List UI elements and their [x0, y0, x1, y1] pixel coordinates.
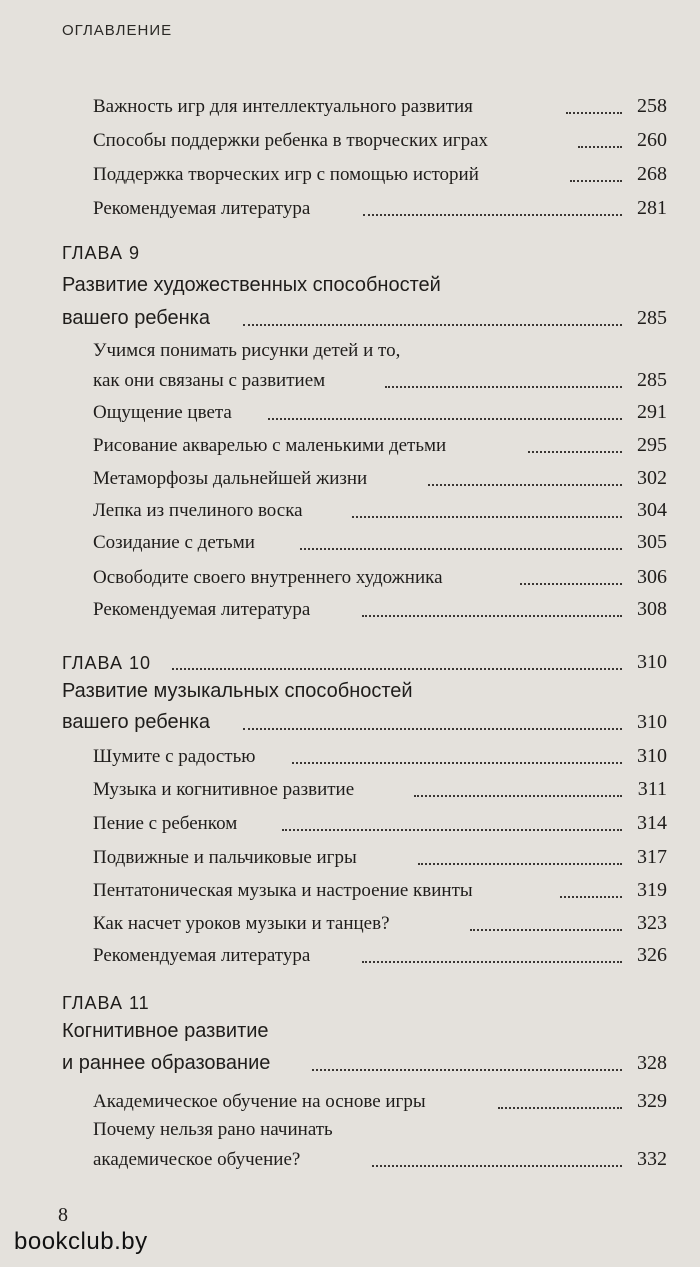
toc-entry-page: 311 — [637, 778, 667, 800]
chapter-title-line: вашего ребенка — [62, 711, 210, 733]
toc-entry-title: Способы поддержки ребенка в творческих играх — [93, 130, 489, 151]
toc-entry-page: 260 — [637, 129, 667, 151]
toc-entry-page: 319 — [637, 879, 667, 901]
dot-leader — [352, 516, 622, 518]
dot-leader — [528, 451, 622, 453]
toc-entry — [0, 1141, 700, 1175]
toc-entry — [0, 805, 700, 839]
toc-entry — [0, 591, 700, 625]
chapter-title-row — [0, 1045, 700, 1079]
toc-entry-page: 317 — [637, 846, 667, 868]
toc-entry — [0, 872, 700, 906]
toc-entry-page: 258 — [637, 95, 667, 117]
toc-entry — [0, 427, 700, 461]
dot-leader — [418, 863, 622, 865]
toc-entry-page: 302 — [637, 467, 667, 489]
dot-leader — [498, 1107, 622, 1109]
toc-entry-title: Метаморфозы дальнейшей жизни — [93, 468, 368, 489]
chapter-title-line: и раннее образование — [62, 1052, 271, 1074]
chapter-title-line: Развитие художественных способностей — [62, 274, 441, 296]
toc-entry — [0, 492, 700, 526]
toc-entry-page: 305 — [637, 531, 667, 553]
toc-entry-page: 314 — [637, 812, 667, 834]
toc-entry-page: 285 — [637, 369, 667, 391]
toc-entry-title: Освободите своего внутреннего художника — [93, 567, 443, 588]
chapter-title-line: вашего ребенка — [62, 307, 210, 329]
toc-entry-title: Рисование акварелью с маленькими детьми — [93, 435, 447, 456]
toc-entry — [0, 190, 700, 224]
toc-entry-title: Созидание с детьми — [93, 532, 255, 553]
chapter-page: 328 — [637, 1052, 667, 1074]
toc-entry — [0, 905, 700, 939]
chapter-page: 285 — [637, 307, 667, 329]
chapter-page: 310 — [637, 711, 667, 733]
chapter-label: ГЛАВА 11 — [62, 993, 150, 1013]
toc-entry-title-line: академическое обучение? — [93, 1149, 301, 1170]
dot-leader — [428, 484, 622, 486]
toc-entry-title: Рекомендуемая литература — [93, 198, 311, 219]
dot-leader — [243, 324, 622, 326]
dot-leader — [300, 548, 622, 550]
toc-entry — [0, 1083, 700, 1117]
dot-leader — [282, 829, 622, 831]
toc-entry-title-line: Учимся понимать рисунки детей и то, — [93, 340, 401, 361]
toc-entry-page: 310 — [637, 745, 667, 767]
toc-entry — [0, 88, 700, 122]
chapter-label-row — [0, 644, 700, 678]
dot-leader — [385, 386, 622, 388]
chapter-label: ГЛАВА 9 — [62, 243, 140, 263]
toc-entry-page: 295 — [637, 434, 667, 456]
toc-entry-title: Шумите с радостью — [93, 746, 256, 767]
dot-leader — [560, 896, 622, 898]
dot-leader — [372, 1165, 622, 1167]
toc-entry — [0, 122, 700, 156]
toc-entry-title: Поддержка творческих игр с помощью историй — [93, 164, 479, 185]
toc-entry-page: 291 — [637, 401, 667, 423]
watermark: bookclub.by — [14, 1228, 148, 1255]
chapter-title-row — [0, 704, 700, 738]
toc-entry — [0, 738, 700, 772]
dot-leader — [578, 146, 622, 148]
dot-leader — [292, 762, 622, 764]
toc-entry-title: Пение с ребенком — [93, 813, 238, 834]
dot-leader — [362, 961, 622, 963]
chapter-title-row — [0, 300, 700, 334]
toc-entry — [0, 524, 700, 558]
toc-entry-page: 329 — [637, 1090, 667, 1112]
dot-leader — [470, 929, 622, 931]
toc-entry-title: Музыка и когнитивное развитие — [93, 779, 355, 800]
chapter-label: ГЛАВА 10 — [62, 653, 151, 673]
dot-leader — [414, 795, 622, 797]
toc-entry — [0, 156, 700, 190]
dot-leader — [243, 728, 622, 730]
chapter-title-line: Когнитивное развитие — [62, 1020, 269, 1042]
toc-entry-page: 308 — [637, 598, 667, 620]
toc-entry-title: Подвижные и пальчиковые игры — [93, 847, 357, 868]
toc-entry-title: Лепка из пчелиного воска — [93, 500, 303, 521]
dot-leader — [362, 615, 622, 617]
chapter-page: 310 — [637, 651, 667, 673]
toc-entry — [0, 460, 700, 494]
toc-entry-page: 281 — [637, 197, 667, 219]
toc-entry — [0, 771, 700, 805]
toc-entry-page: 326 — [637, 944, 667, 966]
toc-entry-title: Рекомендуемая литература — [93, 599, 311, 620]
toc-entry-page: 268 — [637, 163, 667, 185]
toc-entry-title: Как насчет уроков музыки и танцев? — [93, 913, 390, 934]
running-head: ОГЛАВЛЕНИЕ — [62, 22, 173, 39]
toc-entry-title-line: как они связаны с развитием — [93, 370, 326, 391]
toc-entry-title-line: Почему нельзя рано начинать — [93, 1119, 333, 1140]
dot-leader — [363, 214, 622, 216]
toc-entry-title: Важность игр для интеллектуального развития — [93, 96, 473, 117]
toc-entry — [0, 839, 700, 873]
dot-leader — [172, 668, 622, 670]
toc-entry-page: 304 — [637, 499, 667, 521]
dot-leader — [570, 180, 622, 182]
toc-entry — [0, 362, 700, 396]
toc-entry — [0, 394, 700, 428]
toc-entry — [0, 559, 700, 593]
toc-entry-title: Рекомендуемая литература — [93, 945, 311, 966]
toc-entry-page: 306 — [637, 566, 667, 588]
dot-leader — [520, 583, 622, 585]
chapter-title-line: Развитие музыкальных способностей — [62, 680, 413, 702]
page-number: 8 — [58, 1204, 68, 1226]
dot-leader — [566, 112, 622, 114]
toc-entry — [0, 937, 700, 971]
dot-leader — [312, 1069, 622, 1071]
toc-entry-title: Пентатоническая музыка и настроение квинты — [93, 880, 473, 901]
dot-leader — [268, 418, 622, 420]
toc-entry-page: 332 — [637, 1148, 667, 1170]
toc-entry-title: Ощущение цвета — [93, 402, 232, 423]
toc-entry-title: Академическое обучение на основе игры — [93, 1091, 426, 1112]
toc-entry-page: 323 — [637, 912, 667, 934]
